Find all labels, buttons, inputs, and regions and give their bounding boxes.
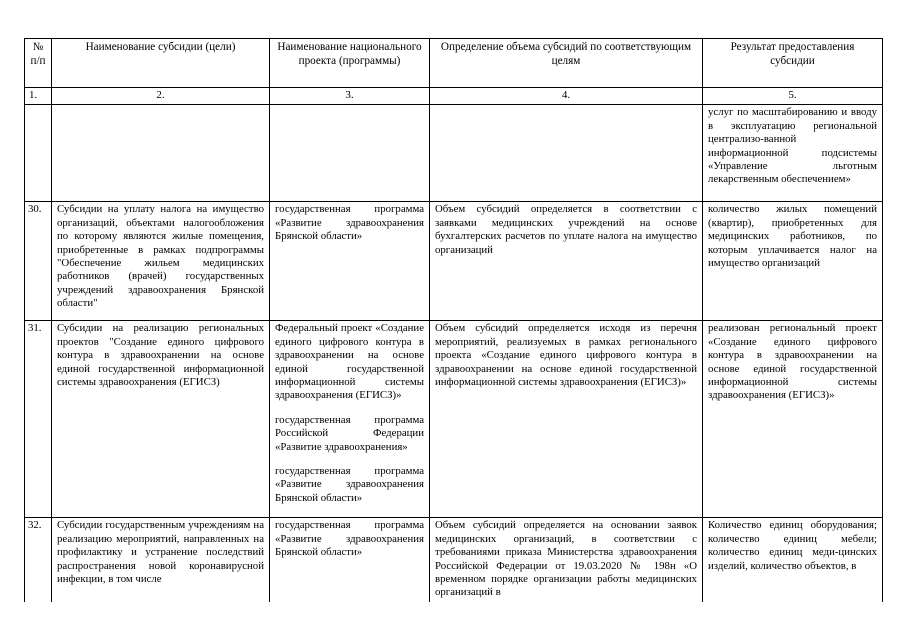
row-result: количество жилых помещений (квартир), приобретенных для медицинских работников, по которым уплачивается налог на имущество организаций: [703, 202, 883, 321]
row-national-project: государственная программа «Развитие здравоохранения Брянской области»: [270, 518, 430, 602]
row-result: услуг по масштабированию и вводу в эксплуатацию региональной централизо-ванной информационной подсистемы «Управление льготным лекарственным обеспечением»: [703, 105, 883, 202]
row-subsidy-name: Субсидии на реализацию региональных проектов "Создание единого цифрового контура в здравоохранении на основе единой государственной информационной системы здравоохранения (ЕГИСЗ): [52, 321, 270, 518]
row-result: реализован региональный проект «Создание единого цифрового контура в здравоохранении на основе единой государственной информационной системы здравоохранения (ЕГИСЗ)»: [703, 321, 883, 518]
column-number-2: 2.: [52, 88, 270, 105]
column-number-4: 4.: [430, 88, 703, 105]
column-number-1: 1.: [25, 88, 52, 105]
table-row: [25, 518, 883, 602]
header-national-project: Наименование национального проекта (программы): [270, 39, 430, 88]
row-volume-definition: Объем субсидий определяется в соответствии с заявками медицинских учреждений на основе бухгалтерских расчетов по уплате налога на имущество организаций: [430, 202, 703, 321]
row-number: 30.: [25, 202, 52, 321]
header-subsidy-name: Наименование субсидии (цели): [52, 39, 270, 88]
table-row: [25, 321, 883, 518]
column-number-3: 3.: [270, 88, 430, 105]
project-state-bryansk: государственная программа «Развитие здравоохранения Брянской области»: [275, 465, 424, 504]
row-national-project: [270, 105, 430, 202]
header-row: [25, 39, 883, 88]
row-subsidy-name: Субсидии на уплату налога на имущество организаций, объектами налогообложения по которому являются жилые помещения, приобретенные в рамках подпрограммы "Обеспечение жильем медицинских работников (врачей) государственных учреждений здравоохранения Брянской области": [52, 202, 270, 321]
row-national-project: [270, 321, 430, 518]
subsidy-table: [24, 38, 883, 602]
header-number: № п/п: [25, 39, 52, 88]
row-volume-definition: [430, 105, 703, 202]
header-result: Результат предоставления субсидии: [703, 39, 883, 88]
row-number: 31.: [25, 321, 52, 518]
project-state-rf: государственная программа Российской Федерации «Развитие здравоохранения»: [275, 413, 424, 453]
row-volume-definition: Объем субсидий определяется на основании заявок медицинских организаций, в соответствии с требованиями приказа Министерства здравоохранения Российской Федерации от 19.03.2020 № 198н «О временном порядке организации работы медицинских организаций в: [430, 518, 703, 602]
table-row: [25, 105, 883, 202]
row-number: [25, 105, 52, 202]
table-row: [25, 202, 883, 321]
column-number-row: [25, 88, 883, 105]
project-federal: Федеральный проект «Создание единого цифрового контура в здравоохранении на основе единой государственной информационной системы здравоохранения (ЕГИСЗ)»: [275, 322, 424, 402]
row-result: Количество единиц оборудования; количество единиц мебели; количество единиц меди-цинских изделий, количество объектов, в: [703, 518, 883, 602]
row-subsidy-name: Субсидии государственным учреждениям на реализацию мероприятий, направленных на профилактику и устранение последствий распространения новой коронавирусной инфекции, в том числе: [52, 518, 270, 602]
row-subsidy-name: [52, 105, 270, 202]
row-national-project: государственная программа «Развитие здравоохранения Брянской области»: [270, 202, 430, 321]
header-volume-definition: Определение объема субсидий по соответствующим целям: [430, 39, 703, 88]
row-number: 32.: [25, 518, 52, 602]
row-volume-definition: Объем субсидий определяется исходя из перечня мероприятий, реализуемых в рамках регионального проекта «Создание единого цифрового контура в здравоохранении на основе единой государственной информационной системы здравоохранения (ЕГИСЗ)»: [430, 321, 703, 518]
column-number-5: 5.: [703, 88, 883, 105]
